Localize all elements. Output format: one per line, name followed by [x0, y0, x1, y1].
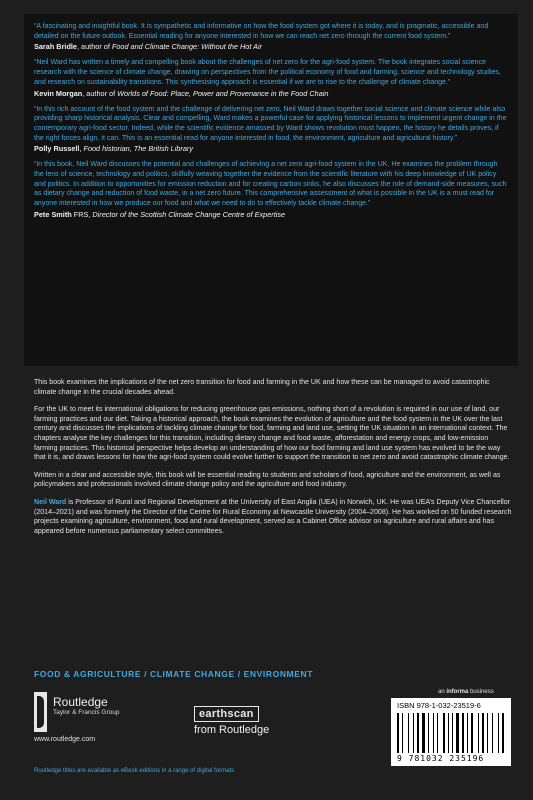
author-bio	[34, 498, 512, 536]
informa-business	[438, 689, 494, 695]
barcode-bar	[413, 713, 414, 753]
attribution-sep: ,	[79, 144, 84, 154]
review-attribution	[34, 89, 508, 99]
attribution-sep: , author of	[82, 88, 118, 98]
review-4	[34, 160, 508, 220]
barcode-bar	[462, 713, 464, 753]
barcode-bar	[439, 713, 442, 753]
barcode-bar	[415, 713, 416, 753]
reviewer-role: Worlds of Food: Place, Power and Provenance in the Food Chain	[117, 88, 329, 98]
reviews-panel	[24, 14, 518, 366]
review-attribution	[34, 42, 508, 52]
subject-categories: FOOD & AGRICULTURE / CLIMATE CHANGE / ENVIRONMENT	[34, 669, 314, 679]
routledge-logo	[34, 692, 119, 732]
attribution-sep: FRS,	[71, 209, 93, 219]
barcode-bar	[469, 713, 470, 753]
review-2	[34, 58, 508, 98]
barcode-bar	[402, 713, 403, 753]
barcode-bar	[443, 713, 445, 753]
barcode-bar	[460, 713, 461, 753]
author-name: Neil Ward	[34, 498, 67, 506]
barcode-bar	[480, 713, 481, 753]
review-attribution	[34, 144, 508, 154]
publisher-url[interactable]: www.routledge.com	[34, 736, 96, 743]
isbn-label: ISBN 978-1-032-23519-6	[397, 701, 481, 710]
reviewer-role: Food historian, The British Library	[83, 144, 193, 154]
blurb-paragraph-3: Written in a clear and accessible style, this book will be essential reading to students and scholars of food, agriculture and the environment, as well as policymakers and professionals involved climate change policy and the agriculture and food industry.	[34, 471, 501, 489]
barcode-bar	[448, 713, 449, 753]
author-bio-text: is Professor of Rural and Regional Development at the University of East Anglia (UEA) in Norwich, UK. He was UEA’s Deputy Vice Chancellor (2014–2021) and was formerly the Director of the Centre for Rural Economy at Newcastle University (2004–2008). He has worked on 50 funded research projects examining agriculture, environment, food and rural development, served as a Cabinet Office advisor on agriculture and rural affairs and has appeared before numerous parliamentary select committees.	[34, 498, 512, 535]
imprint-from: from Routledge	[194, 724, 270, 736]
publisher-name: Routledge	[53, 695, 108, 709]
barcode-bar	[474, 713, 477, 753]
earthscan-logo	[194, 704, 269, 736]
barcode-bar	[494, 713, 497, 753]
barcode-bar	[428, 713, 429, 753]
barcode-bar	[489, 713, 491, 753]
blurb	[34, 378, 512, 544]
reviewer-role: Director of the Scottish Climate Change Centre of Expertise	[92, 209, 286, 219]
barcode-digits: 9 781032 235196	[397, 754, 485, 763]
barcode-bar	[408, 713, 409, 753]
isbn-barcode	[391, 698, 511, 766]
attribution-sep: , author of	[77, 42, 112, 52]
review-text: “In this rich account of the food system and the challenge of delivering net zero, Neil Ward draws together social science and climate science while also providing sharp historical analysis. Clear and compelling, Ward makes a powerful case for applying historical lessons to implement urgent change in the contemporary agri-food sector. Indeed, while the scientific evidence amassed by Ward shows revolution must happen, the history he details proves, if the right forces align, it can. This is an essential read for anyone interested in food, the environment, agriculture and agricultural history.”	[34, 105, 507, 142]
barcode-bar	[485, 713, 486, 753]
barcode-bar	[502, 713, 504, 753]
barcode-bar	[456, 713, 459, 753]
reviewer-role: Food and Climate Change: Without the Hot Air	[111, 42, 263, 52]
barcode-bar	[426, 713, 427, 753]
barcode-bar	[397, 713, 399, 753]
informa-brand: informa	[446, 689, 469, 695]
barcode-bar	[410, 713, 412, 753]
barcode-bar	[450, 713, 452, 753]
barcode-bar	[498, 713, 499, 753]
review-text: “In this book, Neil Ward discusses the potential and challenges of achieving a net zero agri-food system in the UK. He examines the problem through the lens of science, technology and politics, skilfully weaving together the evidence from the scientific literature with his deep knowledge of UK policy and politics. In addition to opportunities for emission reduction and for creating carbon sinks, he also discusses the role of demand-side measures, such as dietary change and reduction of food waste, in a net zero future. This comprehensive assessment of what is possible in the UK is a must read for anyone interested in how we produce our food and what we need to do to effectively tackle climate change.”	[34, 161, 507, 208]
reviewer-name: Polly Russell	[34, 144, 80, 154]
barcode-bar	[465, 713, 466, 753]
barcode-bar	[433, 713, 434, 753]
informa-suffix: business	[468, 689, 494, 695]
barcode-bar	[478, 713, 479, 753]
blurb-paragraph-1: This book examines the implications of the net zero transition for food and farming in the UK and how these can be managed to avoid catastrophic climate change in the crucial decades ahead.	[34, 379, 490, 396]
informa-prefix: an	[438, 689, 447, 695]
barcode-bar	[452, 713, 453, 753]
review-text: “Neil Ward has written a timely and compelling book about the challenges of net zero for the agri-food system. The book integrates social science research with the science of climate change, drawing on perspectives from the political economy of food and farming, science and technology studies, and research on sustainability transitions. This synthesising approach is essential if we are to rise to the challenge of climate change.”	[34, 59, 501, 86]
barcode-icon	[397, 713, 505, 753]
barcode-bar	[420, 713, 421, 753]
blurb-paragraph-2: For the UK to meet its international obligations for reducing greenhouse gas emissions, nothing short of a revolution is required in our use of land, our farming practices and our diet. Taking a historical approach, the book examines the evolution of agriculture and the food system in the UK over the last century and discusses the implications of tackling climate change for food, farming and land use, setting the UK situation in an international context. The chapters analyse the key challenges for this transition, including dietary change and food waste, afforestation and energy crops, and low-emission farming practices. This historical perspective helps develop an understanding of how our food farming and land use system has evolved to be the way that it is, and draws lessons for how the agri-food system could evolve further to support the transition to net zero and avoid catastrophic climate change.	[34, 406, 510, 462]
publisher-group: Taylor & Francis Group	[53, 709, 120, 716]
barcode-bar	[454, 713, 455, 753]
reviewer-name: Kevin Morgan	[34, 88, 83, 98]
barcode-bar	[492, 713, 493, 753]
barcode-bar	[471, 713, 473, 753]
barcode-bar	[500, 713, 501, 753]
review-attribution	[34, 210, 508, 220]
barcode-bar	[400, 713, 401, 753]
reviewer-name: Pete Smith	[34, 209, 72, 219]
barcode-bar	[422, 713, 425, 753]
barcode-bar	[487, 713, 488, 753]
review-3	[34, 105, 508, 155]
barcode-bar	[435, 713, 436, 753]
barcode-bar	[482, 713, 484, 753]
barcode-bar	[417, 713, 419, 753]
barcode-bar	[437, 713, 438, 753]
barcode-bar	[446, 713, 447, 753]
review-text: “A fascinating and insightful book. It is sympathetic and informative on how the food system got where it is today, and is pragmatic, accessible and detailed on the future outlook. Essential reading for anyone interested in how we can reach net zero through the current food system.”	[34, 23, 489, 40]
barcode-bar	[467, 713, 468, 753]
review-1	[34, 22, 508, 52]
barcode-bar	[404, 713, 407, 753]
routledge-r-icon	[34, 692, 47, 732]
reviewer-name: Sarah Bridle	[34, 42, 77, 52]
barcode-bar	[430, 713, 432, 753]
ebook-note: Routledge titles are available as eBook editions in a range of digital formats	[34, 768, 235, 774]
imprint-name: earthscan	[194, 706, 259, 722]
